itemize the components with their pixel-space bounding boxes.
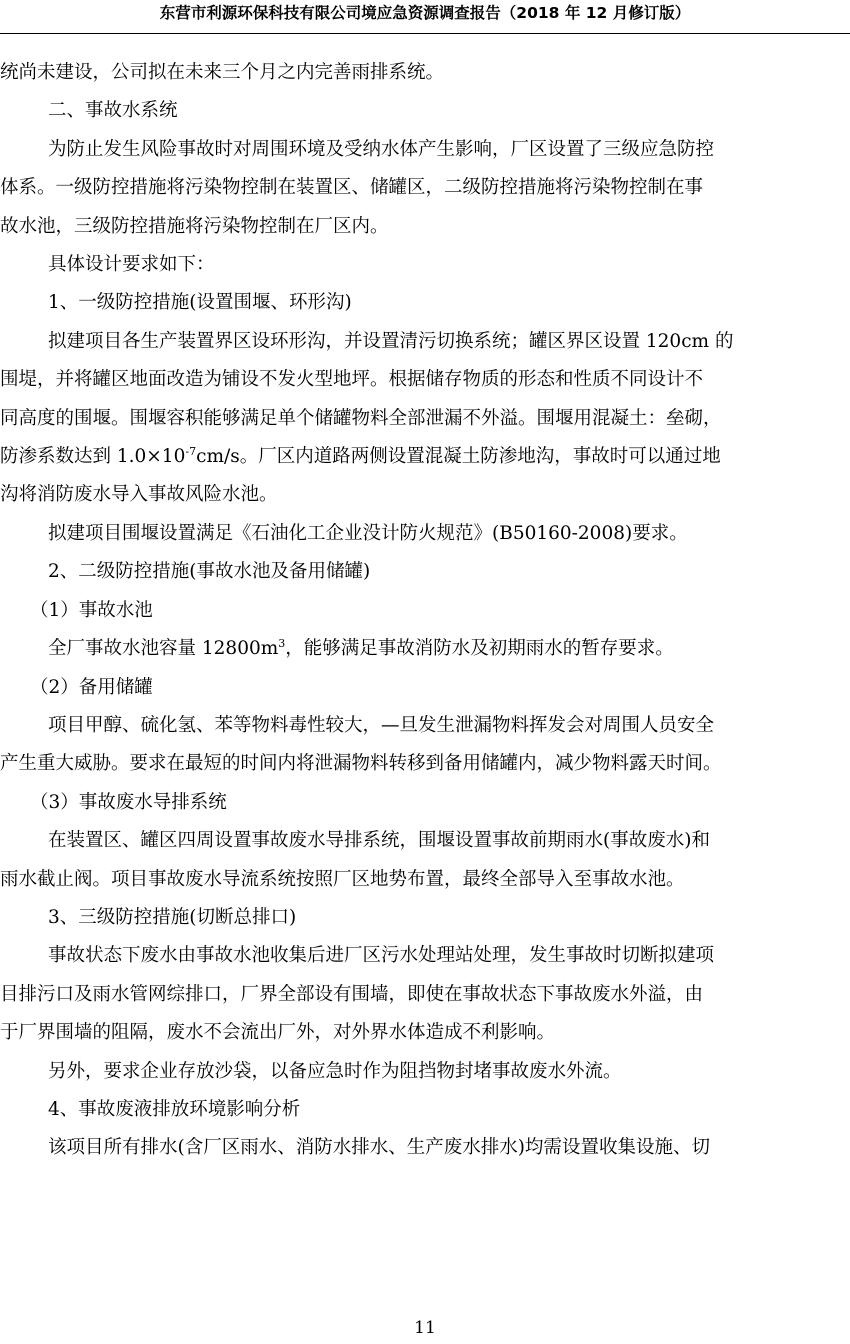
superscript: 3 <box>278 636 286 650</box>
text-line: 围堤，并将罐区地面改造为铺设不发火型地坪。根据储存物质的形态和性质不同设计不 <box>0 369 704 391</box>
page-header <box>0 0 850 34</box>
text-line: 故水池，三级防控措施将污染物控制在厂区内。 <box>0 215 389 237</box>
text-line: 2、二级防控措施(事故水池及备用储罐) <box>48 561 371 583</box>
text-line: 目排污口及雨水管网综排口，厂界全部设有围墙，即使在事故状态下事故废水外溢，由 <box>0 983 704 1005</box>
header-title: 东营市利源环保科技有限公司境应急资源调查报告（2018 年 12 月修订版） <box>159 4 691 22</box>
text-line: 事故状态下废水由事故水池收集后进厂区污水处理站处理，发生事故时切断拟建项 <box>48 945 715 967</box>
page-number: 11 <box>414 1318 436 1338</box>
text-line: （2）备用储罐 <box>30 676 153 698</box>
text-line: 同高度的围堰。围堰容积能够满足单个储罐物料全部泄漏不外溢。围堰用混凝土：垒砌， <box>0 407 722 429</box>
text-line <box>0 630 850 668</box>
text-segment: 防渗系数达到 1.0×10 <box>0 446 186 468</box>
text-line: 产生重大威胁。要求在最短的时间内将泄漏物料转移到备用储罐内，减少物料露天时间。 <box>0 753 722 775</box>
text-line: （3）事故废水导排系统 <box>30 791 227 813</box>
text-segment: cm/s。厂区内道路两侧设置混凝土防渗地沟，事故时可以通过地 <box>196 446 721 468</box>
text-line: 雨水截止阀。项目事故废水导流系统按照厂区地势布置，最终全部导入至事故水池。 <box>0 868 685 890</box>
text-line: 项目甲醇、硫化氢、苯等物料毒性较大，—旦发生泄漏物料挥发会对周围人员安全 <box>48 714 715 736</box>
text-line: 拟建项目围堰设置满足《石油化工企业没计防火规范》(B50160-2008)要求。 <box>48 522 688 544</box>
text-line: 为防止发生风险事故时对周围环境及受纳水体产生影响，厂区设置了三级应急防控 <box>48 138 715 160</box>
document-body <box>0 54 850 1168</box>
text-line: 具体设计要求如下： <box>48 254 215 276</box>
text-line: 1、一级防控措施(设置围堰、环形沟) <box>48 292 352 314</box>
text-line: 在装置区、罐区四周设置事故废水导排系统，围堰设置事故前期雨水(事故废水)和 <box>48 830 710 852</box>
text-line <box>0 438 850 476</box>
text-line: 3、三级防控措施(切断总排口) <box>48 906 297 928</box>
text-line: 另外，要求企业存放沙袋，以备应急时作为阻挡物封堵事故废水外流。 <box>48 1060 622 1082</box>
text-line: 于厂界围墙的阻隔，废水不会流出厂外，对外界水体造成不利影响。 <box>0 1022 556 1044</box>
text-line: 拟建项目各生产装置界区设环形沟，并设置清污切换系统；罐区界区设置 120cm 的 <box>48 330 734 352</box>
text-line: 该项目所有排水(含厂区雨水、消防水排水、生产废水排水)均需设置收集设施、切 <box>48 1137 710 1159</box>
text-line: （1）事故水池 <box>30 599 153 621</box>
text-line: 体系。一级防控措施将污染物控制在装置区、储罐区，二级防控措施将污染物控制在事 <box>0 177 704 199</box>
text-segment: 全厂事故水池容量 12800m <box>48 638 279 660</box>
text-line: 4、事故废液排放环境影响分析 <box>48 1098 301 1120</box>
text-line: 二、事故水系统 <box>48 100 178 122</box>
superscript: -7 <box>185 444 197 458</box>
text-line: 沟将消防废水导入事故风险水池。 <box>0 484 278 506</box>
text-segment: ，能够满足事故消防水及初期雨水的暂存要求。 <box>285 638 674 660</box>
text-line: 统尚未建设，公司拟在未来三个月之内完善雨排系统。 <box>0 62 445 83</box>
